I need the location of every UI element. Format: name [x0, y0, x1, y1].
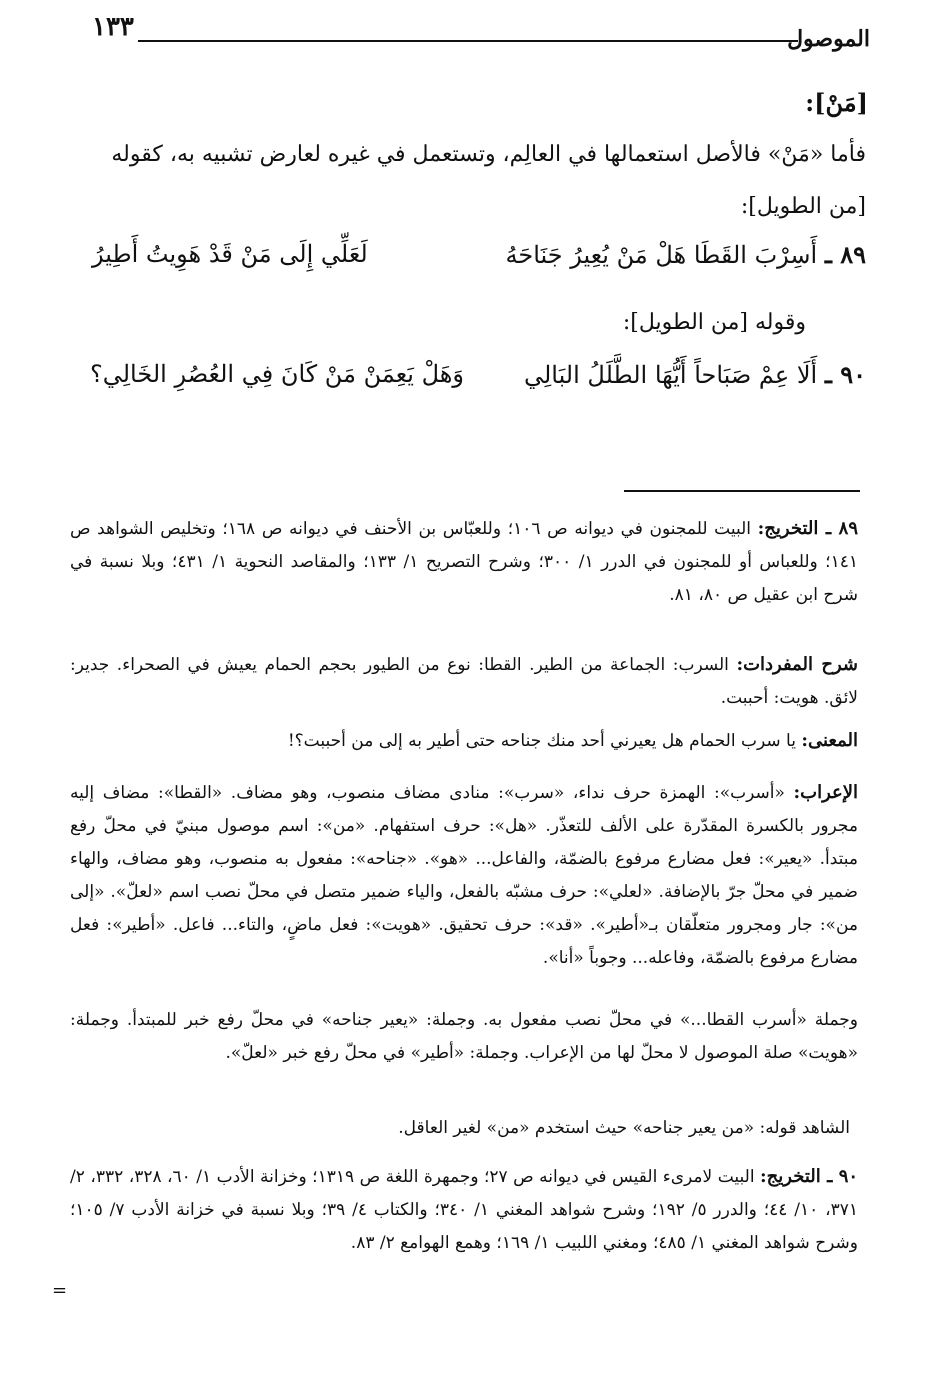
verse-90-first-hemistich — [524, 360, 866, 389]
running-title: الموصول — [787, 26, 870, 52]
verse-90-number: ٩٠ ـ — [824, 360, 866, 389]
footnote-89-takhrij-label: ٨٩ ـ التخريج: — [757, 518, 858, 539]
footnote-89-takhrij-text: البيت للمجنون في ديوانه ص ١٠٦؛ وللعبّاس بن الأحنف في ديوانه ص ١٦٨؛ وتخليص الشواهد ص ١٤١؛ وللعباس أو للمجنون في الدرر ١/ ٣٠٠؛ وشرح التصريح ١/ ١٣٣؛ والمقاصد النحوية ١/ ٤٣١؛ وبلا نسبة في شرح ابن عقيل ص ٨٠، ٨١. — [70, 519, 858, 605]
footnote-89-vocabulary-label: شرح المفردات: — [736, 654, 859, 675]
verse-89-first-hemistich — [506, 240, 866, 269]
footnote-89-meaning — [70, 724, 858, 758]
footnote-90-takhrij-text: البيت لامرىء القيس في ديوانه ص ٢٧؛ وجمهرة اللغة ص ١٣١٩؛ وخزانة الأدب ١/ ٦٠، ٣٢٨، ٣٣٢، ٢/ ٣٧١، ١٠/ ٤٤؛ والدرر ٥/ ١٩٢؛ وشرح شواهد المغني ١/ ٣٤٠؛ والكتاب ٤/ ٣٩؛ وبلا نسبة في خزانة الأدب ٧/ ١٠٥؛ وشرح شواهد المغني ١/ ٤٨٥؛ ومغني اللبيب ١/ ١٦٩؛ وهمع الهوامع ٢/ ٨٣. — [70, 1167, 858, 1253]
header-rule — [138, 40, 798, 42]
margin-mark: = — [52, 1280, 68, 1301]
verse-89-number: ٨٩ ـ — [824, 240, 866, 269]
footnote-90-takhrij — [70, 1160, 858, 1260]
intro-line-1: فأما «مَنْ» فالأصل استعمالها في العالِم، وتستعمل في غيره لعارض تشبيه به، كقوله — [111, 142, 866, 167]
footnote-separator — [624, 490, 860, 492]
intro-line-2: [من الطويل]: — [740, 194, 866, 219]
footnote-89-parsing-text: «أسرب»: الهمزة حرف نداء، «سرب»: منادى مضاف منصوب، وهو مضاف. «القطا»: مضاف إليه مجرور بالكسرة المقدّرة على الألف للتعذّر. «هل»: حرف استفهام. «من»: اسم موصول مبنيّ في محلّ رفع مبتدأ. «يعير»: فعل مضارع مرفوع بالضمّة، والفاعل... «هو». «جناحه»: مفعول به منصوب، وهو مضاف، والهاء ضمير في محلّ جرّ بالإضافة. «لعلي»: حرف مشبّه بالفعل، والياء ضمير متصل في محلّ نصب اسم «لعلّ». «إلى من»: جار ومجرور متعلّقان بـ«أطير». «قد»: حرف تحقيق. «هويت»: فعل ماضٍ، والتاء... فاعل. «أطير»: فعل مضارع مرفوع بالضمّة، وفاعله... وجوباً «أنا». — [70, 783, 858, 968]
footnote-89-sentences: وجملة «أسرب القطا...» في محلّ نصب مفعول به. وجملة: «يعير جناحه» في محلّ رفع خبر للمبتدأ. وجملة: «هويت» صلة الموصول لا محلّ لها من الإعراب. وجملة: «أطير» في محلّ رفع خبر «لعلّ». — [70, 1010, 858, 1063]
page-number: ١٣٣ — [92, 12, 134, 42]
footnote-89-meaning-text: يا سرب الحمام هل يعيرني أحد منك جناحه حتى أطير به إلى من أحببت؟! — [287, 731, 796, 751]
footnote-89-parsing-label: الإعراب: — [793, 782, 859, 803]
verse-90-first-text: أَلَا عِمْ صَبَاحاً أَيُّهَا الطَّلَلُ البَالِي — [523, 361, 818, 389]
verse-90-second-hemistich: وَهَلْ يَعِمَنْ مَنْ كَانَ فِي العُصُرِ الخَالِي؟ — [90, 360, 465, 388]
footnote-89-vocabulary-text: السرب: الجماعة من الطير. القطا: نوع من الطيور بحجم الحمام يعيش في الصحراء. جدير: لائق. هويت: أحببت. — [70, 655, 858, 708]
footnote-89-parsing — [70, 776, 858, 975]
footnote-89-meaning-label: المعنى: — [801, 730, 858, 751]
footnote-90-takhrij-label: ٩٠ ـ التخريج: — [760, 1166, 859, 1187]
verse-89-first-text: أَسِرْبَ القَطَا هَلْ مَنْ يُعِيرُ جَنَاحَهُ — [505, 241, 818, 269]
footnote-89-vocabulary — [70, 648, 858, 715]
footnote-89-evidence: الشاهد قوله: «من يعير جناحه» حيث استخدم «من» لغير العاقل. — [398, 1118, 850, 1138]
verse-90-intro: وقوله [من الطويل]: — [622, 310, 806, 335]
footnote-89-takhrij — [70, 512, 858, 612]
verse-89-second-hemistich: لَعَلِّي إِلَى مَنْ قَدْ هَوِيتُ أَطِيرُ — [92, 240, 368, 268]
section-heading: [مَنْ]: — [805, 88, 868, 117]
